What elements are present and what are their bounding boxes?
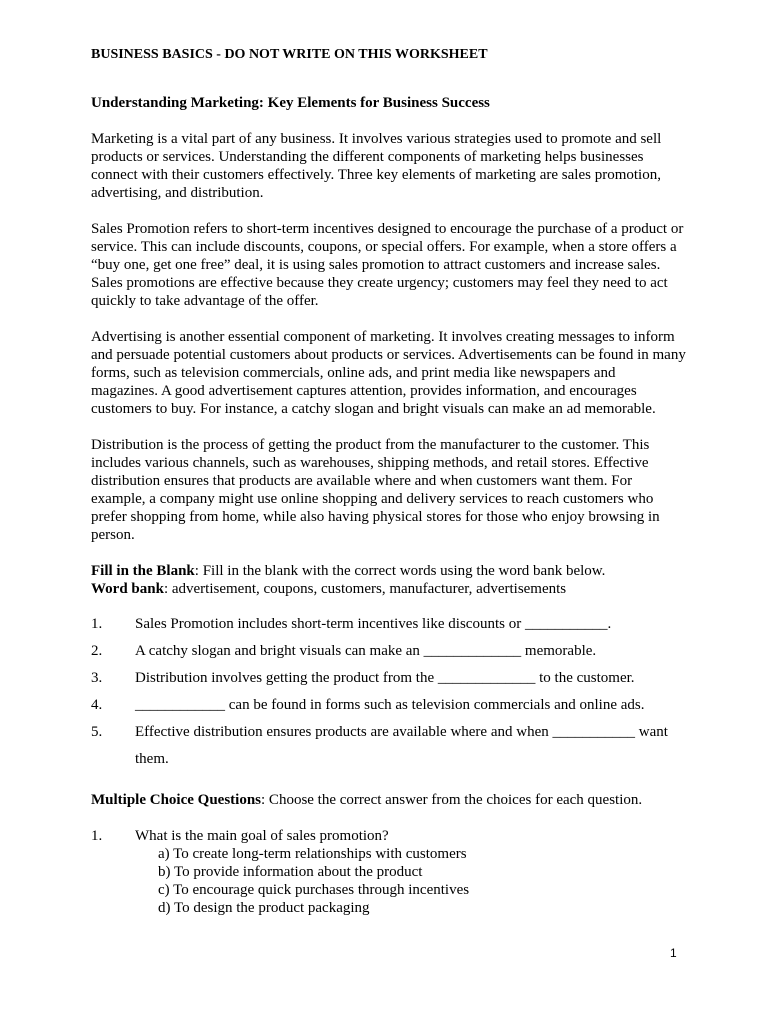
item-number: 3. <box>91 670 103 686</box>
mcq-instruction-text: : Choose the correct answer from the choices for each question. <box>261 792 643 808</box>
option-a: a) To create long-term relationships with customers <box>158 846 467 862</box>
word-bank <box>91 580 686 598</box>
item-number: 1. <box>91 616 103 632</box>
option-list <box>158 845 686 917</box>
item-number: 4. <box>91 697 103 713</box>
fill-blank-instruction <box>91 562 686 580</box>
mcq-instruction <box>91 791 686 809</box>
item-text: A catchy slogan and bright visuals can make an _____________ memorable. <box>135 643 597 659</box>
word-bank-label: Word bank <box>91 581 164 597</box>
fill-blank-item <box>91 719 686 773</box>
mcq-question <box>91 827 686 917</box>
fill-blank-item <box>91 615 686 633</box>
item-text: Sales Promotion includes short-term incentives like discounts or ___________. <box>135 616 612 632</box>
worksheet-page <box>91 46 686 917</box>
question-body <box>135 827 686 917</box>
item-number: 2. <box>91 643 103 659</box>
question-number: 1. <box>91 828 103 844</box>
fill-blank-item <box>91 696 686 714</box>
fill-blank-label: Fill in the Blank <box>91 563 195 579</box>
item-text: Distribution involves getting the product from the _____________ to the customer. <box>135 670 635 686</box>
item-text: ____________ can be found in forms such as television commercials and online ads. <box>135 697 645 713</box>
option-d: d) To design the product packaging <box>158 900 370 916</box>
fill-blank-instruction-text: : Fill in the blank with the correct words using the word bank below. <box>194 563 606 579</box>
paragraph-distribution: Distribution is the process of getting the product from the manufacturer to the customer. This includes various channels, such as warehouses, shipping methods, and retail stores. Effective distribution ensures that products are available where and when customers want them. For example, a company might use online shopping and delivery services to reach customers who prefer shopping from home, while also having physical stores for those who enjoy browsing in person. <box>91 437 660 543</box>
item-number: 5. <box>91 724 103 740</box>
mcq-label: Multiple Choice Questions <box>91 792 262 808</box>
paragraph-sales-promotion: Sales Promotion refers to short-term incentives designed to encourage the purchase of a product or service. This can include discounts, coupons, or special offers. For example, when a store offers a “buy one, get one free” deal, it is using sales promotion to attract customers and increase sales. Sales promotions are effective because they create urgency; customers may feel they need to act quickly to take advantage of the offer. <box>91 221 684 309</box>
option-c: c) To encourage quick purchases through incentives <box>158 882 470 898</box>
item-text: Effective distribution ensures products are available where and when ___________ want them. <box>135 724 668 767</box>
question-text: What is the main goal of sales promotion? <box>135 828 389 844</box>
worksheet-header: BUSINESS BASICS - DO NOT WRITE ON THIS WORKSHEET <box>91 47 488 62</box>
paragraph-intro: Marketing is a vital part of any business. It involves various strategies used to promote and sell products or services. Understanding the different components of marketing helps businesses connect with their customers effectively. Three key elements of marketing are sales promotion, advertising, and distribution. <box>91 131 662 201</box>
word-bank-text: : advertisement, coupons, customers, manufacturer, advertisements <box>163 581 567 597</box>
option-b: b) To provide information about the product <box>158 864 423 880</box>
article-title: Understanding Marketing: Key Elements for Business Success <box>91 95 490 111</box>
paragraph-advertising: Advertising is another essential component of marketing. It involves creating messages to inform and persuade potential customers about products or services. Advertisements can be found in many forms, such as television commercials, online ads, and print media like newspapers and magazines. A good advertisement captures attention, provides information, and encourages customers to buy. For instance, a catchy slogan and bright visuals can make an ad memorable. <box>91 329 686 417</box>
mcq-list <box>91 827 686 917</box>
fill-blank-list <box>91 615 686 773</box>
page-number: 1 <box>670 946 677 960</box>
fill-blank-item <box>91 669 686 687</box>
fill-blank-item <box>91 642 686 660</box>
